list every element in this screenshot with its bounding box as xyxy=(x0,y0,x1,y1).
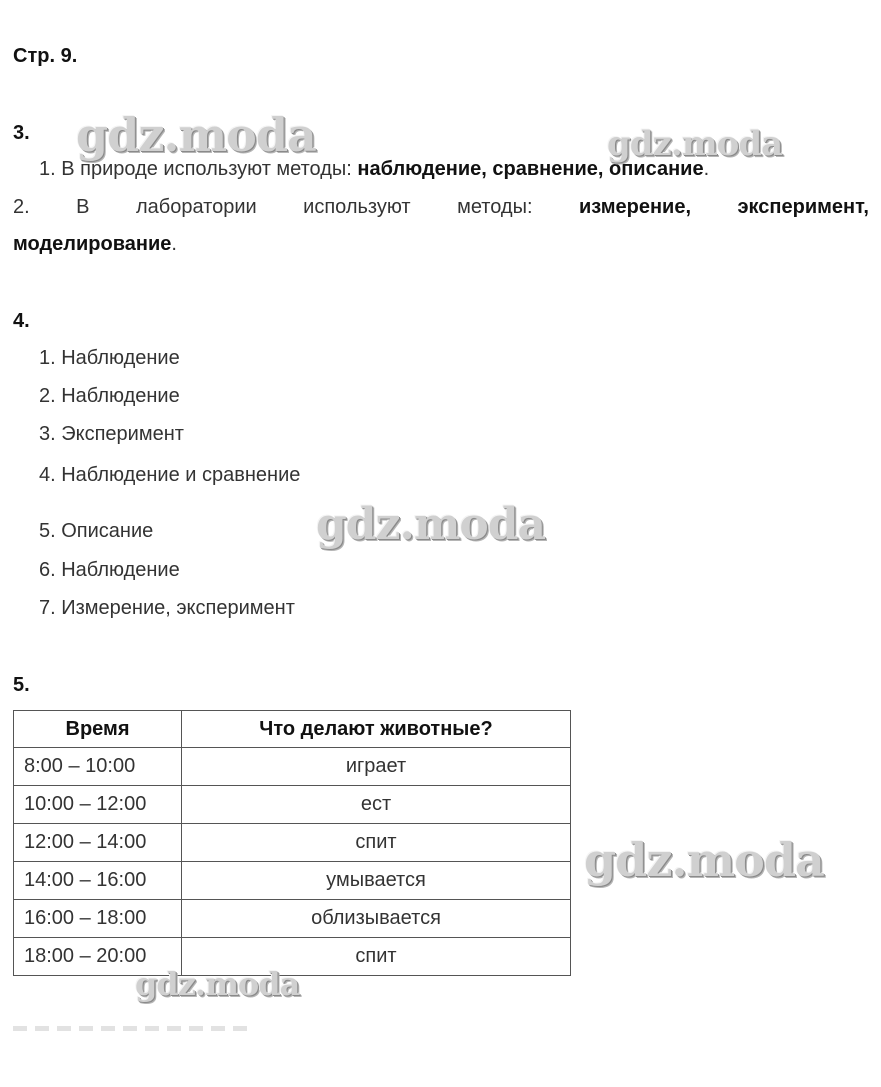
time-cell: 12:00 – 14:00 xyxy=(14,824,182,862)
watermark-logo: gdz.moda xyxy=(607,124,783,164)
task-3-line-2 xyxy=(13,196,869,219)
task-4-item: 4. Наблюдение и сравнение xyxy=(39,464,301,486)
task-5-number: 5. xyxy=(13,674,30,696)
activity-cell: облизывается xyxy=(182,900,571,938)
watermark-logo: gdz.moda xyxy=(135,965,300,1003)
watermark-logo: gdz.moda xyxy=(584,833,824,887)
task-4-item: 6. Наблюдение xyxy=(39,559,180,581)
table-row xyxy=(14,786,571,824)
watermark-logo: gdz.moda xyxy=(76,108,316,162)
task-4-item: 7. Измерение, эксперимент xyxy=(39,597,295,619)
table-row xyxy=(14,862,571,900)
page-title: Стр. 9. xyxy=(13,45,78,67)
task-3-line-1-answer: наблюдение, сравнение, описание xyxy=(357,158,704,180)
task-3-line-1-text: 1. В природе используют методы: xyxy=(39,158,358,180)
task-4-item: 3. Эксперимент xyxy=(39,423,184,445)
task-3-line-2-answer: измерение, эксперимент, xyxy=(578,196,869,218)
column-header-activity: Что делают животные? xyxy=(182,711,571,748)
column-header-time: Время xyxy=(14,711,182,748)
table-row xyxy=(14,748,571,786)
task-4-number: 4. xyxy=(13,310,30,332)
task-3-line-1-end: . xyxy=(703,158,710,180)
time-cell: 16:00 – 18:00 xyxy=(14,900,182,938)
task-3-line-2-text: 2. В лаборатории используют методы: xyxy=(13,196,579,218)
table-row xyxy=(14,824,571,862)
activity-cell: умывается xyxy=(182,862,571,900)
time-cell: 18:00 – 20:00 xyxy=(14,938,182,976)
task-4-item: 5. Описание xyxy=(39,520,154,542)
watermark-logo: gdz.moda xyxy=(316,499,546,550)
task-3-number: 3. xyxy=(13,122,30,144)
task-3-line-3-end: . xyxy=(171,233,177,255)
time-cell: 10:00 – 12:00 xyxy=(14,786,182,824)
task-3-line-3-answer: моделирование xyxy=(13,233,172,255)
activity-cell: спит xyxy=(182,938,571,976)
activity-cell: спит xyxy=(182,824,571,862)
table-row xyxy=(14,900,571,938)
task-4-item: 2. Наблюдение xyxy=(39,385,180,407)
schedule-table xyxy=(13,710,571,976)
faint-scan-artifact xyxy=(13,1026,253,1031)
table-header-row xyxy=(14,711,571,748)
time-cell: 8:00 – 10:00 xyxy=(14,748,182,786)
activity-cell: ест xyxy=(182,786,571,824)
activity-cell: играет xyxy=(182,748,571,786)
time-cell: 14:00 – 16:00 xyxy=(14,862,182,900)
task-3-line-3 xyxy=(13,233,177,256)
task-4-item: 1. Наблюдение xyxy=(39,347,180,369)
